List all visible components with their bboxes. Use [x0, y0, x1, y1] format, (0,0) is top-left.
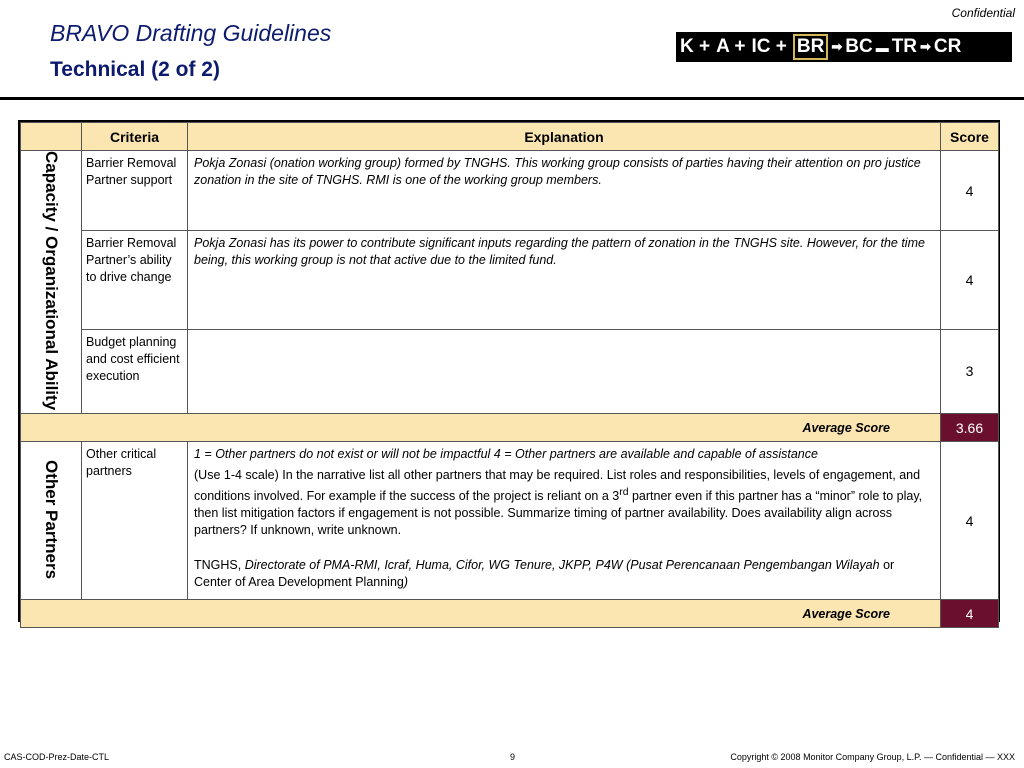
partners-list: TNGHS, Directorate of PMA-RMI, Icraf, Huma, Cifor, WG Tenure, JKPP, P4W (Pusat Perencanaan Pengembangan Wilayah or Center of Area Development Planning) — [194, 558, 895, 590]
process-step-k: K + — [680, 36, 711, 57]
header-criteria: Criteria — [82, 123, 188, 151]
process-step-br: BR — [793, 34, 828, 60]
process-step-bc: BC — [845, 36, 873, 57]
criteria-cell: Barrier Removal Partner’s ability to drive change — [82, 231, 188, 329]
average-row — [21, 414, 999, 442]
table-row — [21, 442, 999, 600]
average-score-value: 4 — [941, 600, 999, 628]
table-row — [21, 231, 999, 329]
page-number: 9 — [510, 752, 516, 762]
copyright: Copyright © 2008 Monitor Company Group, L.P. — Confidential — XXX — [730, 752, 1015, 762]
confidential-label: Confidential — [951, 6, 1015, 20]
process-step-cr: CR — [933, 36, 962, 57]
title-divider — [0, 97, 1024, 100]
page-title: BRAVO Drafting Guidelines — [50, 20, 332, 46]
section-label-other-partners: Other Partners — [21, 442, 82, 600]
score-cell: 4 — [941, 151, 999, 231]
guidance-text: (Use 1-4 scale) In the narrative list all other partners that may be required. List roles and responsibilities, levels of engagement, and conditions involved. For example if the success of the project is reliant on a 3rd partner even if this partner has a “minor” role to play, then list mitigation factors if engagement is not possible. Summarize timing of partner availability. Does availability align across partners? If unknown, write unknown. — [194, 468, 923, 538]
process-step-tr: TR — [891, 36, 918, 57]
footer-doc-id: CAS-COD-Prez-Date-CTL — [4, 752, 110, 762]
arrow-right-icon: ➡ — [831, 39, 843, 54]
header-score: Score — [941, 123, 999, 151]
average-row — [21, 600, 999, 628]
process-step-ic: IC + — [751, 36, 787, 57]
arrow-right-icon: ➡ — [920, 39, 931, 54]
explanation-cell — [188, 442, 941, 600]
header-empty-cell — [21, 123, 82, 151]
score-cell: 3 — [941, 329, 999, 414]
average-score-label: Average Score — [21, 600, 941, 628]
explanation-cell: Pokja Zonasi (onation working group) formed by TNGHS. This working group consists of parties having their attention on pro justice zonation in the site of TNGHS. RMI is one of the working group members. — [188, 151, 941, 231]
process-step-a: A + — [716, 36, 746, 57]
scale-description: 1 = Other partners do not exist or will not be impactful 4 = Other partners are available and capable of assistance — [194, 447, 818, 462]
average-score-value: 3.66 — [941, 414, 999, 442]
section-label-capacity: Capacity / Organizational Ability — [21, 151, 82, 414]
explanation-cell — [188, 329, 941, 414]
explanation-cell: Pokja Zonasi has its power to contribute significant inputs regarding the pattern of zonation in the TNGHS site. However, for the time being, this working group is not that active due to the limited fund. — [188, 231, 941, 329]
criteria-table — [18, 120, 1000, 622]
criteria-cell: Barrier Removal Partner support — [82, 151, 188, 231]
score-cell: 4 — [941, 231, 999, 329]
score-cell: 4 — [941, 442, 999, 600]
page-subtitle: Technical (2 of 2) — [50, 58, 220, 81]
criteria-cell: Budget planning and cost efficient execution — [82, 329, 188, 414]
process-bar — [676, 32, 1012, 62]
table-row — [21, 329, 999, 414]
table-row — [21, 151, 999, 231]
table-header-row — [21, 123, 999, 151]
connector-dash-icon: ▬ — [875, 39, 889, 55]
criteria-cell: Other critical partners — [82, 442, 188, 600]
header-explanation: Explanation — [188, 123, 941, 151]
average-score-label: Average Score — [21, 414, 941, 442]
